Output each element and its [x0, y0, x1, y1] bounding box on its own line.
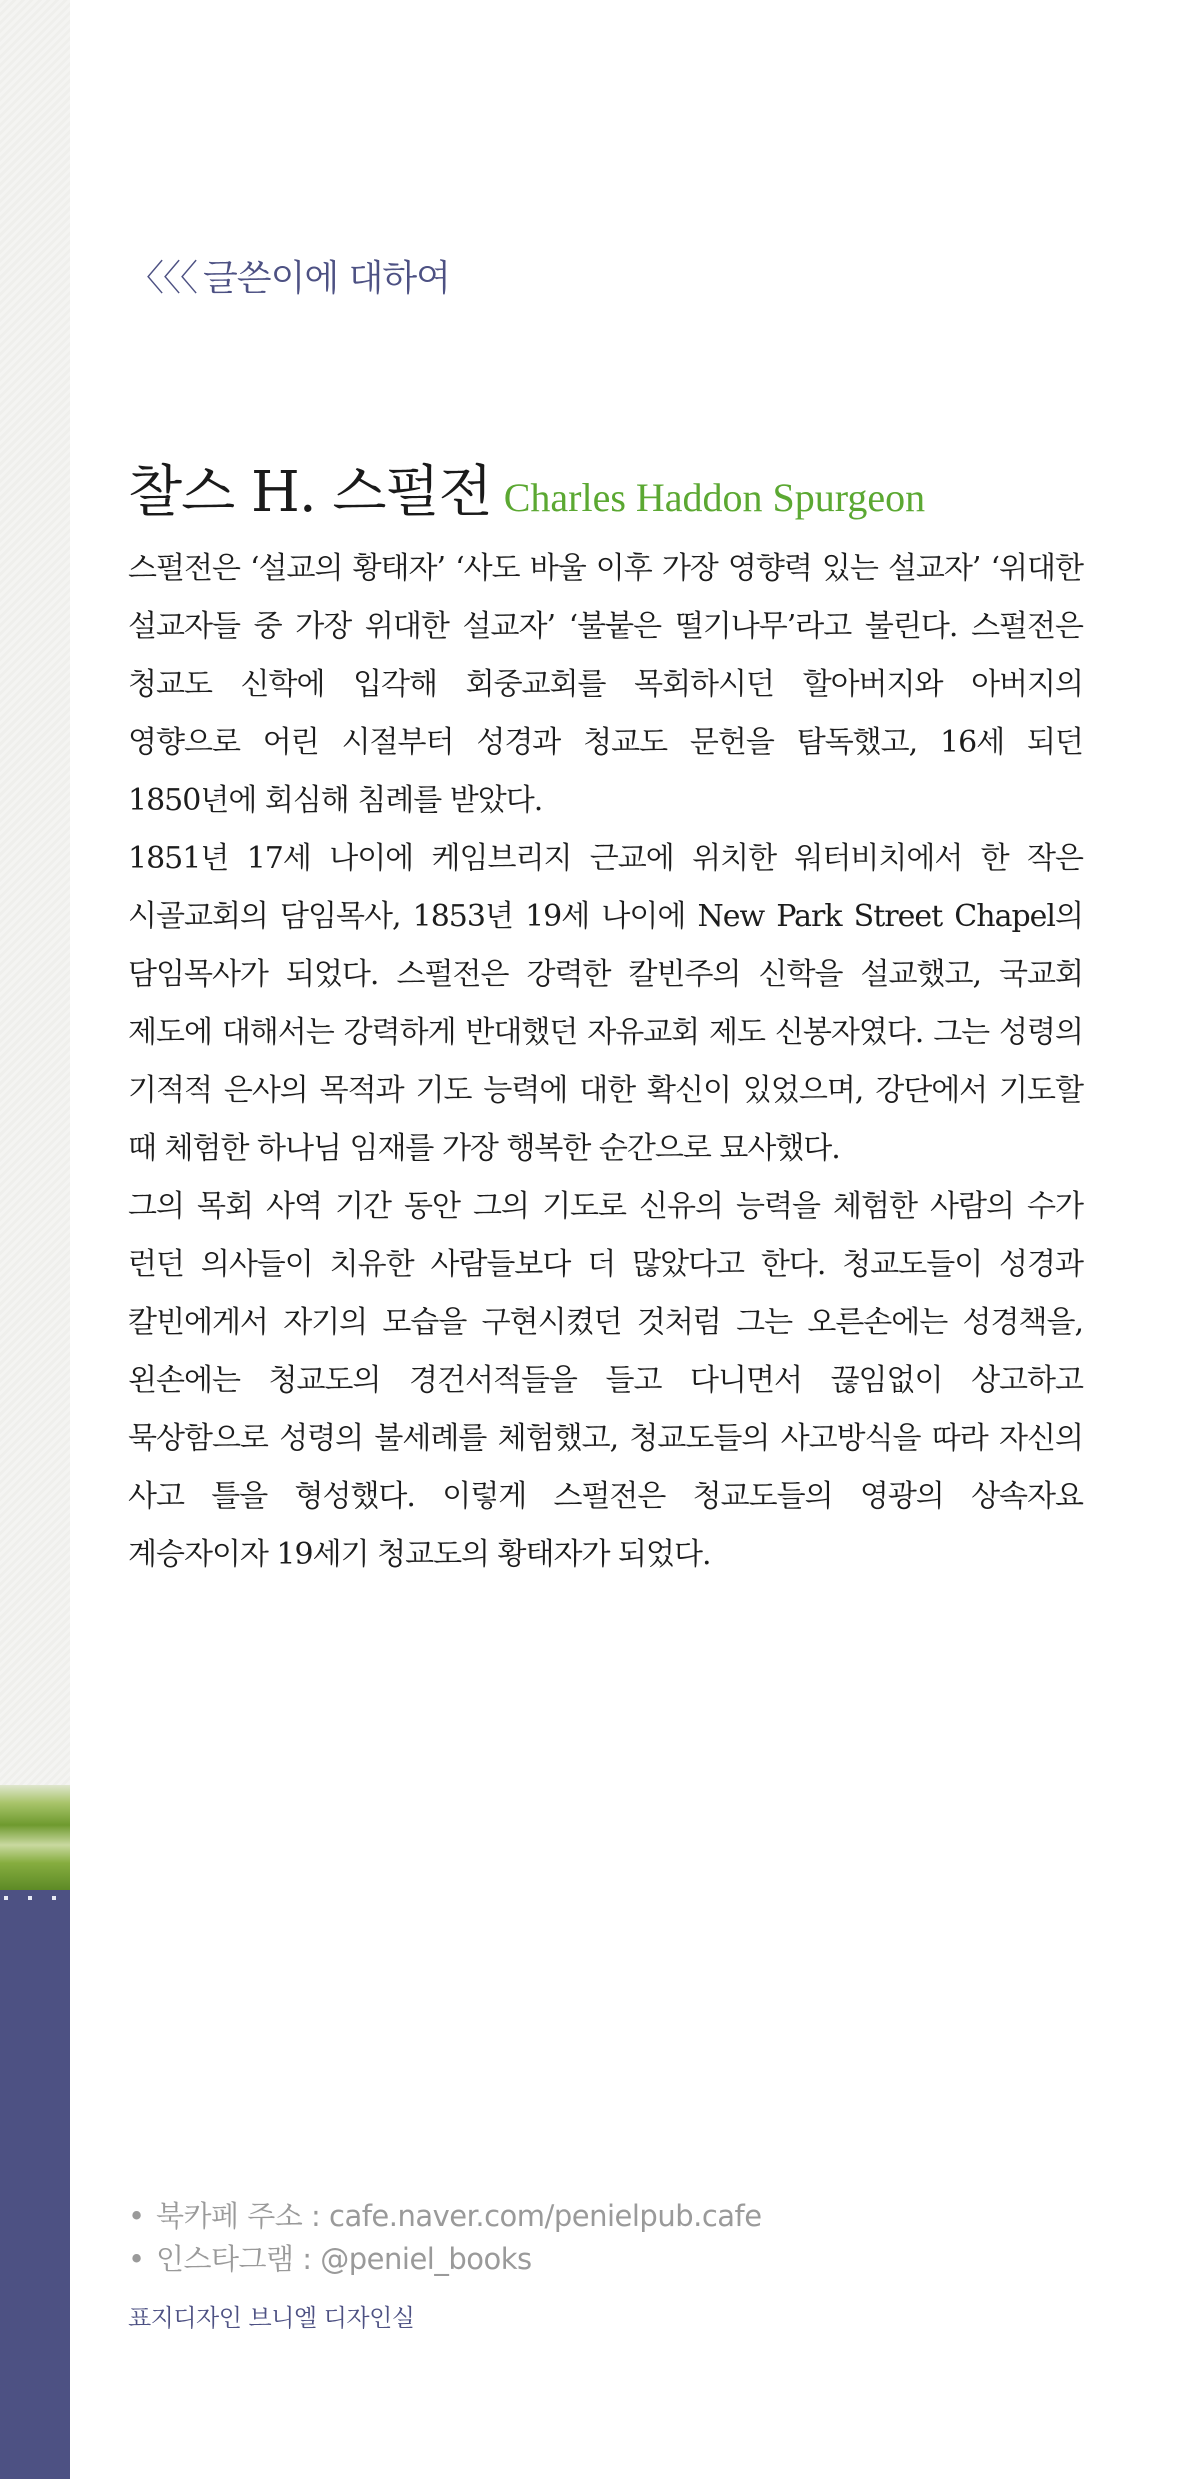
bullet-icon: • — [128, 2242, 145, 2276]
strip-paper-texture — [0, 0, 70, 1785]
bio-paragraph: 그의 목회 사역 기간 동안 그의 기도로 신유의 능력을 체험한 사람의 수가 런던 의사들이 치유한 사람들보다 더 많았다고 한다. 청교도들이 성경과 칼빈에게서 자기의 모습을 구현시켰던 것처럼 그는 오른손에는 성경책을, 왼손에는 청교도의 경건서적들을 들고 다니면서 끊임없이 상고하고 묵상함으로 성령의 불세례를 체험했고, 청교도들의 사고방식을 따라 자신의 사고 틀을 형성했다. 이렇게 스펄전은 청교도들의 영광의 상속자요 계승자이자 19세기 청교도의 황태자가 되었다. — [128, 1189, 1083, 1572]
section-heading-label: 글쓴이에 대하여 — [203, 258, 450, 299]
bio-paragraph: 스펄전은 ‘설교의 황태자’ ‘사도 바울 이후 가장 영향력 있는 설교자’ ‘위대한 설교자들 중 가장 위대한 설교자’ ‘불붙은 떨기나무’라고 불린다. 스펄전은 청교도 신학에 입각해 회중교회를 목회하시던 할아버지와 아버지의 영향으로 어린 시절부터 성경과 청교도 문헌을 탐독했고, 16세 되던 1850년에 회심해 침례를 받았다. — [128, 551, 1083, 818]
bullet-icon: • — [128, 2199, 145, 2233]
contact-bookcafe-text: 북카페 주소 : cafe.naver.com/penielpub.cafe — [156, 2199, 762, 2233]
contact-instagram — [128, 2238, 762, 2281]
author-biography — [128, 540, 1083, 1584]
bio-paragraph: 1851년 17세 나이에 케임브리지 근교에 위치한 워터비치에서 한 작은 시골교회의 담임목사, 1853년 19세 나이에 New Park Street Chapel의 담임목사가 되었다. 스펄전은 강력한 칼빈주의 신학을 설교했고, 국교회 제도에 대해서는 강력하게 반대했던 자유교회 제도 신봉자였다. 그는 성령의 기적적 은사의 목적과 기도 능력에 대한 확신이 있었으며, 강단에서 기도할 때 체험한 하나님 임재를 가장 행복한 순간으로 묘사했다. — [128, 841, 1083, 1166]
strip-grass-image — [0, 1785, 70, 1890]
contact-instagram-text: 인스타그램 : @peniel_books — [156, 2242, 532, 2276]
contact-list — [128, 2195, 762, 2281]
section-heading — [128, 250, 450, 301]
left-decorative-strip — [0, 0, 70, 2479]
chevron-left-icon: 〈〈〈 — [128, 258, 198, 299]
cover-design-credit: 표지디자인 브니엘 디자인실 — [128, 2304, 415, 2332]
author-name-english: Charles Haddon Spurgeon — [503, 475, 926, 520]
author-name — [128, 448, 925, 528]
contact-bookcafe — [128, 2195, 762, 2238]
strip-navy-band — [0, 1900, 70, 2479]
author-name-korean: 찰스 H. 스펄전 — [128, 460, 492, 525]
